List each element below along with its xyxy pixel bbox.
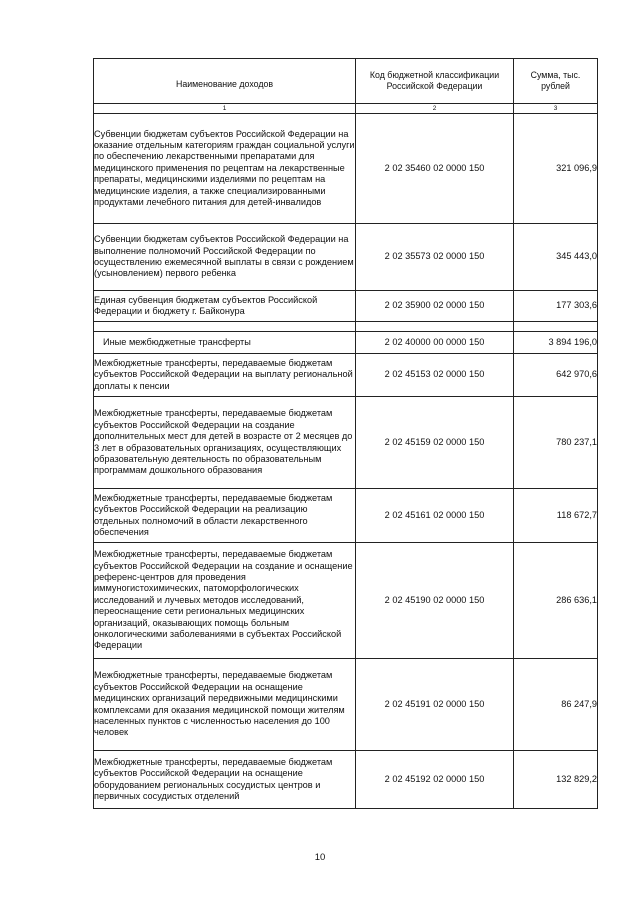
row-sum: 780 237,1 (514, 397, 598, 489)
row-code: 2 02 35900 02 0000 150 (356, 291, 514, 322)
row-code: 2 02 45161 02 0000 150 (356, 489, 514, 543)
header-row (94, 59, 598, 104)
header-code: Код бюджетной классификации Российской Федерации (356, 59, 514, 104)
table-row (94, 397, 598, 489)
row-name: Единая субвенция бюджетам субъектов Российской Федерации и бюджету г. Байконура (94, 291, 356, 322)
table-row (94, 489, 598, 543)
row-sum: 321 096,9 (514, 114, 598, 224)
row-name: Иные межбюджетные трансферты (94, 332, 356, 354)
row-name: Субвенции бюджетам субъектов Российской Федерации на выполнение полномочий Российской Федерации по осуществлению ежемесячной выплаты в связи с рождением (усыновлением) первого ребенка (94, 224, 356, 291)
row-name: Межбюджетные трансферты, передаваемые бюджетам субъектов Российской Федерации на реализацию отдельных полномочий в области лекарственного обеспечения (94, 489, 356, 543)
row-name: Межбюджетные трансферты, передаваемые бюджетам субъектов Российской Федерации на создание дополнительных мест для детей в возрасте от 2 месяцев до 3 лет в образовательных организациях, осуществляющих образовательную деятельность по образовательным программам дошкольного образования (94, 397, 356, 489)
row-sum: 345 443,0 (514, 224, 598, 291)
index-cell: 1 (94, 104, 356, 114)
table-row (94, 224, 598, 291)
row-sum: 86 247,9 (514, 659, 598, 751)
row-sum: 286 636,1 (514, 543, 598, 659)
row-code: 2 02 35460 02 0000 150 (356, 114, 514, 224)
row-sum: 642 970,6 (514, 354, 598, 397)
row-code: 2 02 45159 02 0000 150 (356, 397, 514, 489)
row-sum: 177 303,6 (514, 291, 598, 322)
row-name: Межбюджетные трансферты, передаваемые бюджетам субъектов Российской Федерации на создание и оснащение референс-центров для проведения иммуногистохимических, патоморфологических исследований и лучевых методов исследований, переоснащение сети региональных медицинских организаций, оказывающих помощь больным онкологическими заболеваниями в субъектах Российской Федерации (94, 543, 356, 659)
row-name: Межбюджетные трансферты, передаваемые бюджетам субъектов Российской Федерации на оснащение медицинских организаций передвижными медицинскими комплексами для оказания медицинской помощи жителям населенных пунктов с численностью населения до 100 человек (94, 659, 356, 751)
page-number: 10 (314, 852, 326, 863)
row-name: Субвенции бюджетам субъектов Российской Федерации на оказание отдельным категориям граждан социальной услуги по обеспечению лекарственными препаратами для медицинского применения по рецептам на лекарственные препараты, медицинскими изделиями по рецептам на медицинские изделия, а также специализированными продуктами лечебного питания для детей-инвалидов (94, 114, 356, 224)
row-code: 2 02 45153 02 0000 150 (356, 354, 514, 397)
row-name: Межбюджетные трансферты, передаваемые бюджетам субъектов Российской Федерации на оснащение оборудованием региональных сосудистых центров и первичных сосудистых отделений (94, 751, 356, 809)
table-row (94, 114, 598, 224)
row-code: 2 02 45191 02 0000 150 (356, 659, 514, 751)
table-row (94, 751, 598, 809)
row-name: Межбюджетные трансферты, передаваемые бюджетам субъектов Российской Федерации на выплату региональной доплаты к пенсии (94, 354, 356, 397)
row-code: 2 02 45192 02 0000 150 (356, 751, 514, 809)
index-row (94, 104, 598, 114)
table-row (94, 659, 598, 751)
header-name: Наименование доходов (94, 59, 356, 104)
index-cell: 3 (514, 104, 598, 114)
row-sum: 132 829,2 (514, 751, 598, 809)
table-row (94, 332, 598, 354)
table-row (94, 354, 598, 397)
row-code: 2 02 45190 02 0000 150 (356, 543, 514, 659)
table-row (94, 543, 598, 659)
row-code: 2 02 40000 00 0000 150 (356, 332, 514, 354)
spacer-cell (94, 322, 356, 332)
row-code: 2 02 35573 02 0000 150 (356, 224, 514, 291)
revenue-table (93, 58, 598, 809)
index-cell: 2 (356, 104, 514, 114)
spacer-cell (514, 322, 598, 332)
table-row (94, 291, 598, 322)
row-sum: 3 894 196,0 (514, 332, 598, 354)
spacer-row (94, 322, 598, 332)
header-sum: Сумма, тыс. рублей (514, 59, 598, 104)
row-sum: 118 672,7 (514, 489, 598, 543)
spacer-cell (356, 322, 514, 332)
